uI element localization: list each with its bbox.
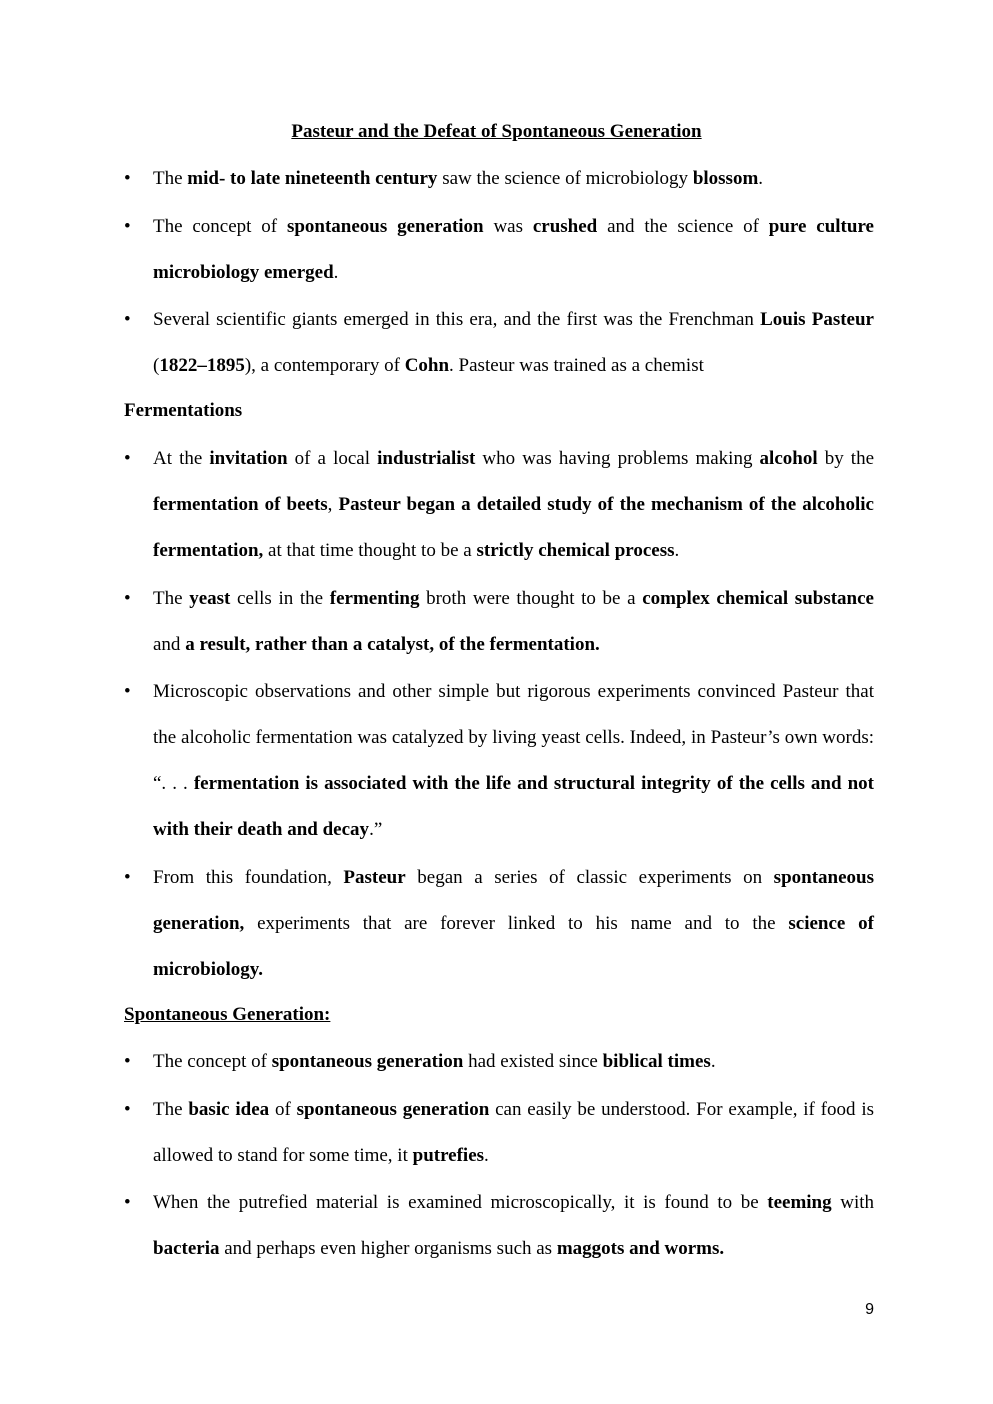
text-run: saw the science of microbiology xyxy=(437,168,693,189)
text-run: The xyxy=(153,1099,189,1120)
page-title: Pasteur and the Defeat of Spontaneous Generation xyxy=(291,121,702,142)
text-run: Several scientific giants emerged in this era, and the first was the Frenchman xyxy=(153,309,761,330)
bold-run: crushed xyxy=(532,216,598,237)
list-item-text xyxy=(153,448,874,561)
text-run: . xyxy=(674,540,680,561)
text-run: . xyxy=(710,1051,716,1072)
text-run: and perhaps even higher organisms such as xyxy=(219,1238,557,1259)
text-run: can easily be understood. For example, if food is allowed to stand for some time, it xyxy=(153,1099,874,1166)
bold-run: maggots and worms. xyxy=(556,1238,725,1259)
bold-run: alcohol xyxy=(759,448,818,469)
text-run: ( xyxy=(153,355,160,376)
list-item-text xyxy=(153,309,874,376)
text-run: broth were thought to be a xyxy=(419,588,643,609)
bullet-icon: • xyxy=(124,588,131,609)
bold-run: industrialist xyxy=(377,448,476,469)
page-number: 9 xyxy=(865,1301,874,1318)
text-run: experiments that are forever linked to his name and to the xyxy=(244,913,789,934)
text-run: . xyxy=(484,1145,489,1166)
bold-run: spontaneous generation, xyxy=(153,867,874,934)
list-item-text xyxy=(153,1051,716,1072)
bullet-icon: • xyxy=(124,1051,131,1072)
list-item-text xyxy=(153,216,874,283)
bold-run: complex chemical substance xyxy=(642,588,874,609)
bold-run: teeming xyxy=(767,1192,832,1213)
bold-run: science of microbiology. xyxy=(153,913,874,980)
bullet-icon: • xyxy=(124,681,131,702)
bold-run: spontaneous generation xyxy=(271,1051,464,1072)
list-item xyxy=(124,1087,874,1179)
list-item-text xyxy=(153,867,874,980)
bold-run: Pasteur xyxy=(343,867,406,888)
text-run: ), a contemporary of xyxy=(244,355,405,376)
bold-run: invitation xyxy=(209,448,288,469)
list-item xyxy=(124,436,875,574)
bullet-icon: • xyxy=(124,1192,131,1213)
bold-run: Cohn xyxy=(404,355,450,376)
bold-run: blossom xyxy=(692,168,759,189)
text-run: The xyxy=(153,168,188,189)
bold-run: putrefies xyxy=(412,1145,485,1166)
text-run: and the science of xyxy=(597,216,769,237)
text-run: . xyxy=(758,168,764,189)
text-run: From this foundation, xyxy=(153,867,344,888)
bold-run: bacteria xyxy=(153,1238,220,1259)
text-run: was xyxy=(483,216,533,237)
bold-run: 1822–1895 xyxy=(159,355,245,376)
list-item xyxy=(124,1039,874,1085)
text-run: The xyxy=(153,588,190,609)
section-heading-fermentations: Fermentations xyxy=(124,400,243,421)
text-run: of a local xyxy=(287,448,378,469)
bullet-icon: • xyxy=(124,168,131,189)
bold-run: fermentation of beets xyxy=(153,494,328,515)
text-run: and xyxy=(153,634,186,655)
list-item xyxy=(124,204,874,296)
list-item xyxy=(124,576,874,668)
text-run: The concept of xyxy=(153,216,287,237)
bullet-icon: • xyxy=(124,867,131,888)
bold-run: a result, rather than a catalyst, of the fermentation. xyxy=(185,634,600,655)
list-item-text xyxy=(153,681,874,840)
text-run: At the xyxy=(153,448,210,469)
bold-run: basic idea xyxy=(188,1099,270,1120)
bold-run: fermentation is associated with the life and structural integrity of the cells and not with their death and decay xyxy=(153,773,874,840)
text-run: The concept of xyxy=(153,1051,272,1072)
list-item-text xyxy=(153,588,874,655)
bold-run: spontaneous generation xyxy=(296,1099,490,1120)
bold-run: yeast xyxy=(189,588,231,609)
bullet-icon: • xyxy=(124,309,131,330)
list-item xyxy=(124,297,874,389)
text-run: . Pasteur was trained as a chemist xyxy=(449,355,704,376)
text-run: .” xyxy=(369,819,383,840)
text-run: . xyxy=(333,262,339,283)
text-run: began a series of classic experiments on xyxy=(405,867,774,888)
list-item xyxy=(124,1180,875,1272)
text-run: with xyxy=(831,1192,875,1213)
text-run: had existed since xyxy=(463,1051,603,1072)
bullet-icon: • xyxy=(124,216,131,237)
list-item xyxy=(124,156,874,202)
text-run: cells in the xyxy=(230,588,330,609)
text-run: of xyxy=(269,1099,297,1120)
bold-run: mid- to late nineteenth century xyxy=(187,168,438,189)
text-run: Microscopic observations and other simple but rigorous experiments convinced Pasteur that the alcoholic fermentation was catalyzed by living yeast cells. Indeed, in Pasteur’s own words: “. . . xyxy=(153,681,874,794)
list-item-text xyxy=(153,168,763,189)
section-heading-spontaneous-generation: Spontaneous Generation: xyxy=(124,1004,331,1025)
bold-run: spontaneous generation xyxy=(286,216,484,237)
text-run: at that time thought to be a xyxy=(263,540,477,561)
text-run: who was having problems making xyxy=(475,448,760,469)
text-run: When the putrefied material is examined microscopically, it is found to be xyxy=(153,1192,768,1213)
bullet-icon: • xyxy=(124,1099,131,1120)
bold-run: strictly chemical process xyxy=(476,540,675,561)
bold-run: pure culture microbiology emerged xyxy=(153,216,874,283)
bold-run: fermenting xyxy=(329,588,420,609)
bold-run: biblical times xyxy=(602,1051,711,1072)
list-item-text xyxy=(153,1099,874,1166)
list-item xyxy=(124,855,874,993)
text-run: by the xyxy=(817,448,875,469)
list-item-text xyxy=(153,1192,874,1259)
list-item xyxy=(124,669,874,853)
text-run: , xyxy=(327,494,339,515)
bold-run: Louis Pasteur xyxy=(760,309,874,330)
bullet-icon: • xyxy=(124,448,131,469)
bold-run: Pasteur began a detailed study of the mechanism of the alcoholic fermentation, xyxy=(153,494,874,561)
